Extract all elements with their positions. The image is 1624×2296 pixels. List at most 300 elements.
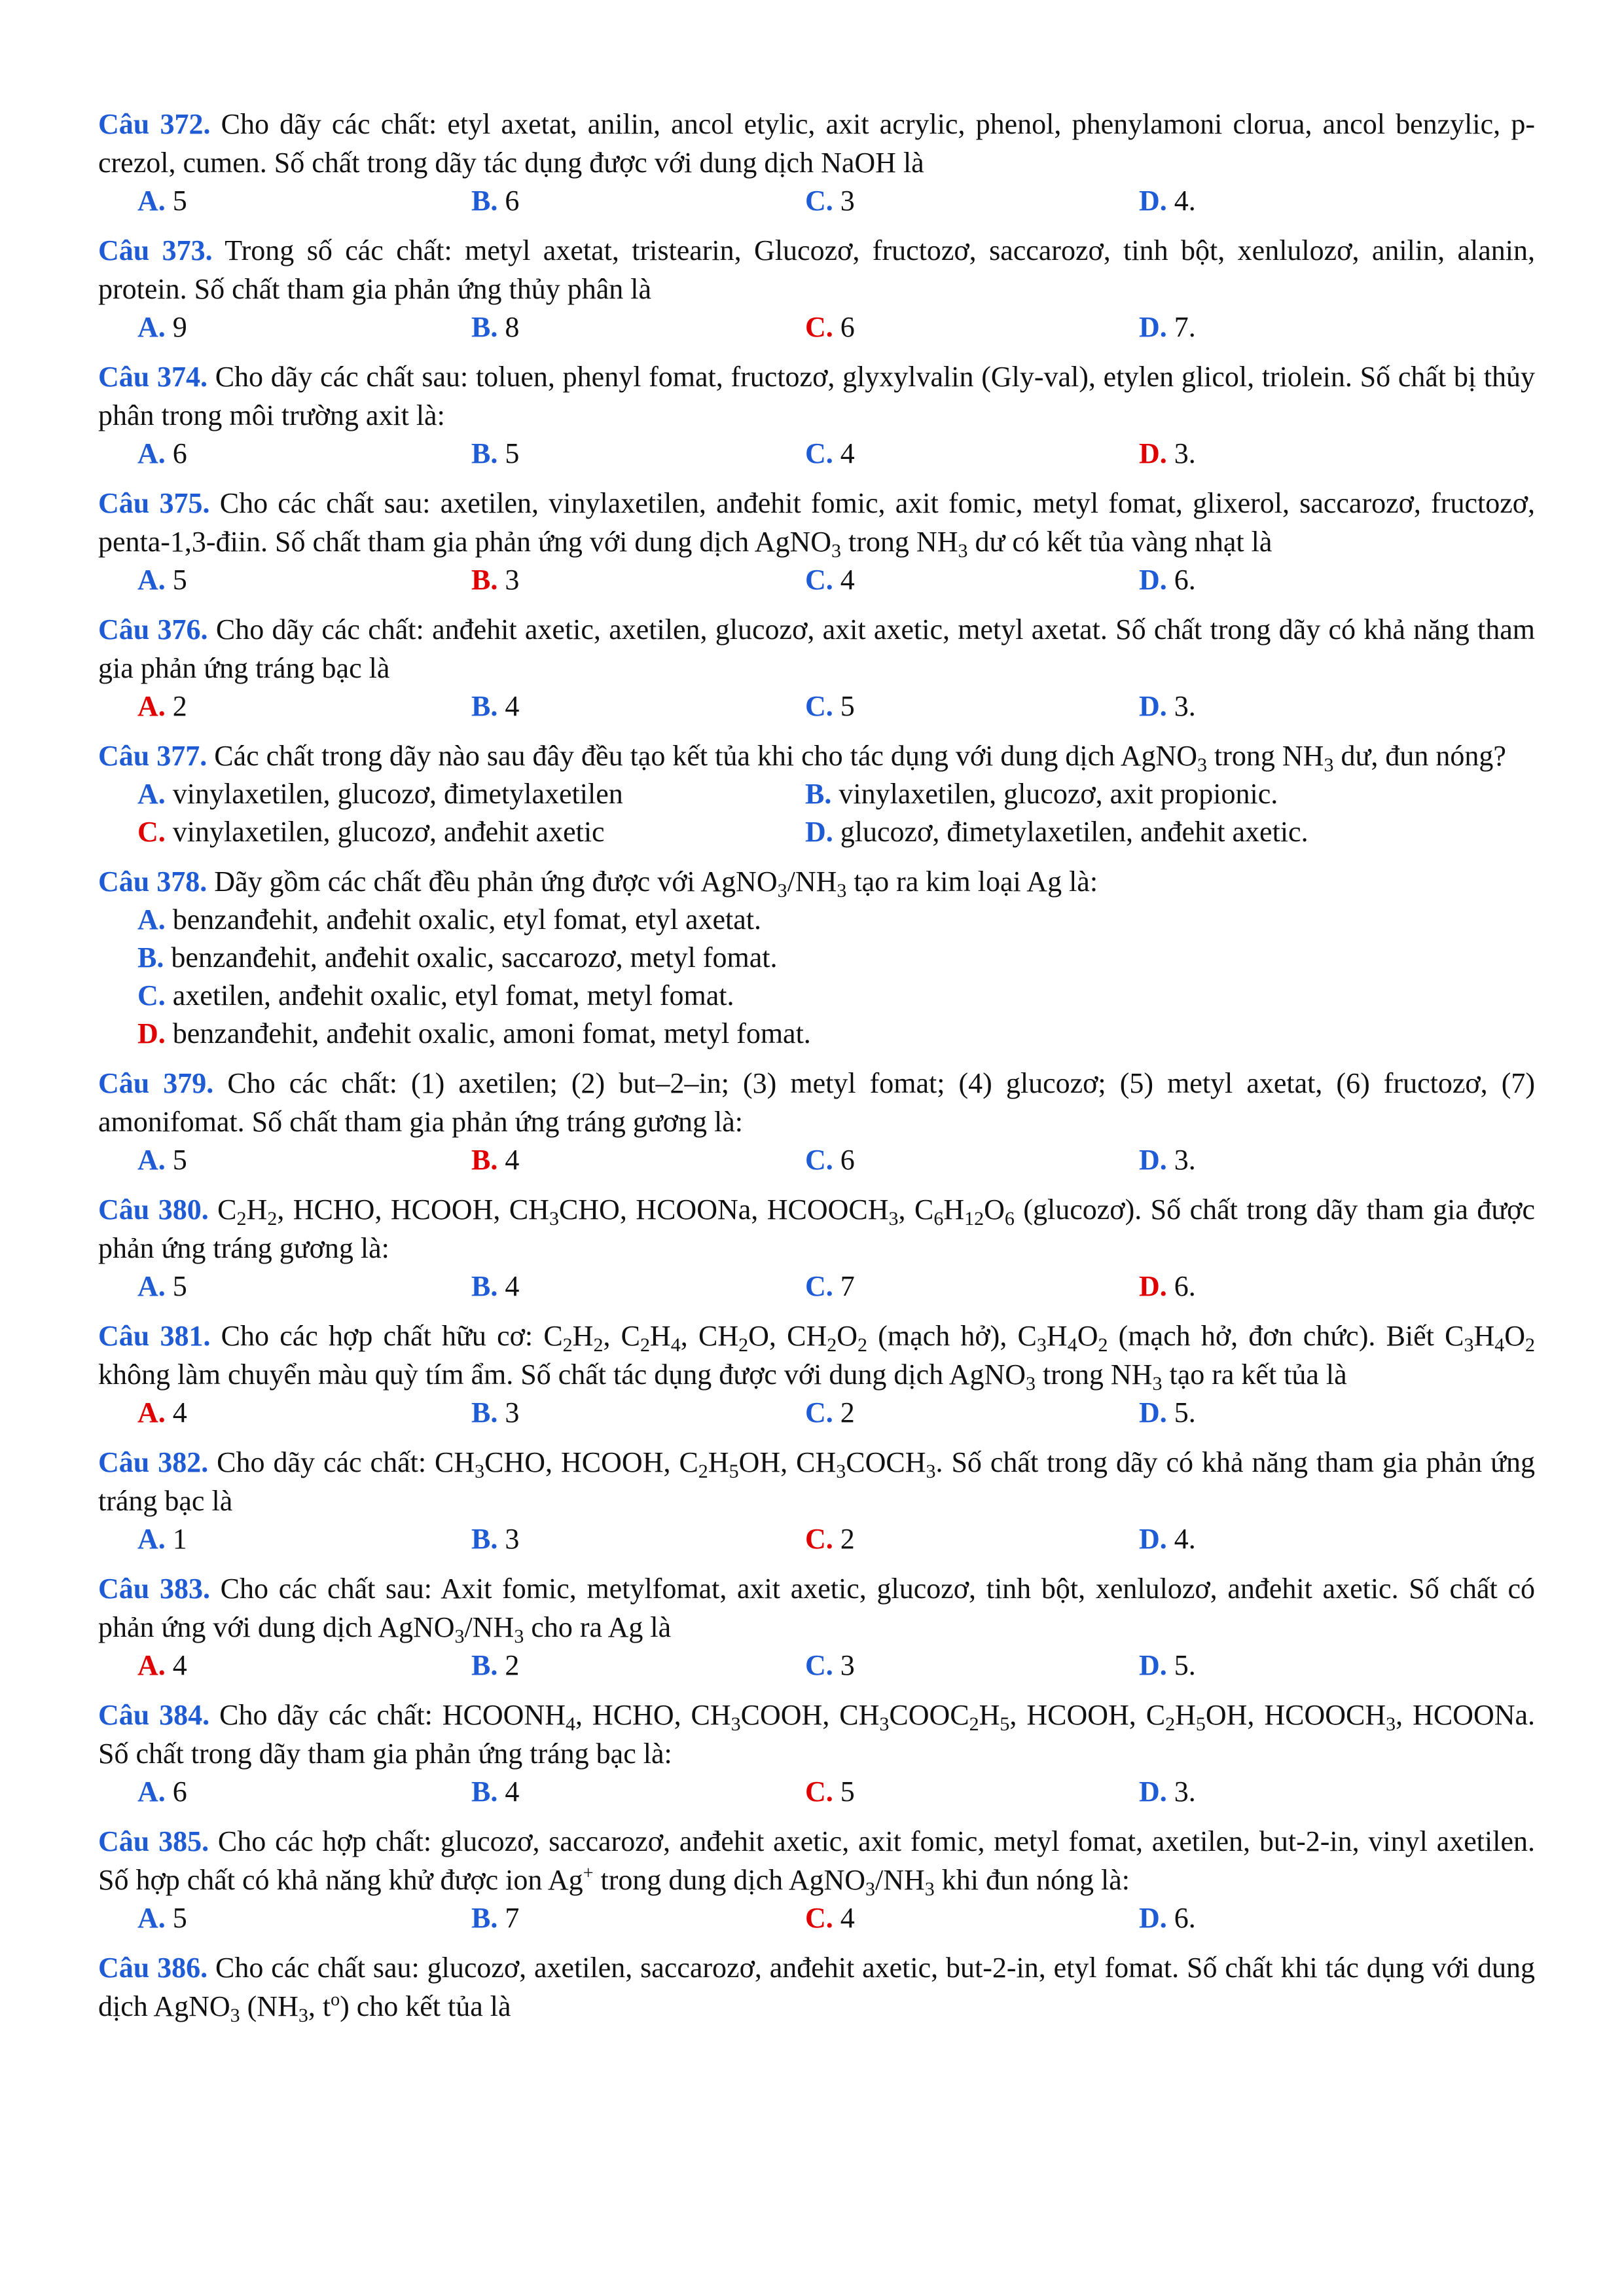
option-text: 4 [497, 690, 520, 722]
option-letter: D. [1139, 1270, 1167, 1302]
subscript: 3 [731, 1713, 741, 1735]
option-a[interactable] [137, 182, 471, 220]
option-b[interactable] [137, 939, 1535, 977]
answer-options [98, 561, 1535, 599]
question-text: , HCOOH, C [1009, 1699, 1166, 1731]
option-text: 4 [833, 1902, 855, 1934]
option-letter: C. [805, 311, 833, 343]
option-text: 6 [833, 1144, 855, 1176]
option-letter: B. [805, 778, 832, 810]
option-a[interactable] [137, 435, 471, 473]
option-letter: A. [137, 1144, 166, 1176]
option-letter: D. [1139, 1396, 1167, 1429]
option-text: 5. [1166, 1649, 1196, 1681]
option-b[interactable] [471, 182, 805, 220]
subscript: 3 [1464, 1334, 1474, 1356]
subscript: 3 [454, 1626, 465, 1647]
option-text: 5 [833, 690, 855, 722]
option-letter: D. [1139, 1144, 1167, 1176]
option-text: 3. [1166, 690, 1196, 722]
option-a[interactable] [137, 901, 1535, 939]
option-d[interactable] [805, 813, 1473, 851]
option-text: axetilen, anđehit oxalic, etyl fomat, metyl fomat. [165, 979, 734, 1011]
subscript: 3 [836, 1461, 846, 1482]
option-d[interactable] [137, 1015, 1535, 1053]
subscript: 3 [1026, 1373, 1036, 1394]
option-c[interactable] [805, 435, 1139, 473]
option-c[interactable] [805, 687, 1139, 725]
question-number: Câu 383. [98, 1573, 210, 1605]
subscript: 3 [837, 880, 847, 902]
question-text: /NH [464, 1611, 514, 1643]
option-c[interactable] [805, 561, 1139, 599]
option-text: 2 [497, 1649, 520, 1681]
option-letter: D. [1139, 1649, 1167, 1681]
question-text: , HCOONa. Số chất trong dãy tham gia phản ứng tráng bạc là: [98, 1699, 1536, 1770]
option-c[interactable] [805, 1647, 1139, 1685]
question-number: Câu 378. [98, 866, 208, 898]
option-letter: C. [805, 1649, 833, 1681]
subscript: 3 [298, 2005, 308, 2026]
option-text: 4. [1166, 185, 1196, 217]
option-letter: C. [805, 1270, 833, 1302]
option-letter: A. [137, 1523, 166, 1555]
option-letter: C. [805, 564, 833, 596]
question-text: , CH [680, 1320, 739, 1352]
question-text: H [1473, 1320, 1495, 1352]
question-text: dư, đun nóng? [1333, 740, 1506, 772]
question-text: trong dung dịch AgNO [593, 1864, 866, 1896]
option-c[interactable] [805, 1899, 1139, 1937]
question-text: cho ra Ag là [524, 1611, 672, 1643]
subscript: 6 [933, 1208, 944, 1230]
question-text: không làm chuyển màu quỳ tím ẩm. Số chất tác dụng được với dung dịch AgNO [98, 1358, 1026, 1391]
option-a[interactable] [137, 1267, 471, 1305]
question-text: OH, CH [738, 1446, 837, 1478]
option-letter: C. [805, 437, 833, 469]
question-text: Cho các chất: (1) axetilen; (2) but–2–in; (3) metyl fomat; (4) glucozơ; (5) metyl axetat, (6) fructozơ, (7) amonifomat. Số chất tham gia phản ứng tráng gương là: [98, 1067, 1535, 1138]
subscript: 3 [549, 1208, 559, 1230]
option-d[interactable] [1139, 1899, 1473, 1937]
subscript: 3 [924, 1878, 935, 1900]
question-stem [98, 231, 1535, 308]
option-a[interactable] [137, 1394, 471, 1432]
option-text: 6. [1166, 1270, 1196, 1302]
option-b[interactable] [471, 1520, 805, 1558]
subscript: 3 [1324, 754, 1334, 776]
option-letter: D. [1139, 437, 1167, 469]
question-stem [98, 357, 1535, 435]
answer-options [98, 1773, 1535, 1811]
option-text: 5 [165, 1902, 187, 1934]
question-text: trong NH [841, 526, 958, 558]
question-text: Dãy gồm các chất đều phản ứng được với AgNO [207, 866, 778, 898]
question-number: Câu 381. [98, 1320, 211, 1352]
option-c[interactable] [805, 182, 1139, 220]
question-text: Cho các chất sau: Axit fomic, metylfomat, axit axetic, glucozơ, tinh bột, xenlulozơ, anđehit axetic. Số chất có phản ứng với dung dịch AgNO [98, 1573, 1536, 1643]
option-text: 8 [497, 311, 520, 343]
question-number: Câu 374. [98, 361, 208, 393]
subscript: 2 [562, 1334, 573, 1356]
subscript: 2 [1165, 1713, 1176, 1735]
option-text: 6. [1166, 1902, 1196, 1934]
question-text: /NH [787, 866, 837, 898]
question-text: Cho dãy các chất: CH [208, 1446, 475, 1478]
subscript: 3 [958, 540, 968, 562]
answer-options [98, 687, 1535, 725]
question-text: H [1046, 1320, 1068, 1352]
option-text: 2 [165, 690, 187, 722]
subscript: 3 [831, 540, 842, 562]
option-text: 4 [497, 1776, 520, 1808]
option-b[interactable] [471, 1267, 805, 1305]
option-d[interactable] [1139, 1520, 1473, 1558]
subscript: 2 [593, 1334, 604, 1356]
subscript: 2 [698, 1461, 708, 1482]
option-text: benzanđehit, anđehit oxalic, etyl fomat, etyl axetat. [165, 903, 761, 936]
question-379 [98, 1064, 1535, 1179]
option-text: 6 [165, 437, 187, 469]
question-text: H [572, 1320, 594, 1352]
question-text: (mạch hở), C [867, 1320, 1037, 1352]
question-385 [98, 1822, 1535, 1937]
question-stem [98, 1948, 1535, 2026]
subscript: 3 [514, 1626, 524, 1647]
option-letter: B. [471, 1144, 498, 1176]
option-a[interactable] [137, 1773, 471, 1811]
option-letter: D. [1139, 1776, 1167, 1808]
option-text: 3 [497, 1523, 520, 1555]
option-a[interactable] [137, 1520, 471, 1558]
option-letter: B. [471, 564, 498, 596]
question-number: Câu 382. [98, 1446, 209, 1478]
option-letter: C. [805, 1396, 833, 1429]
answer-options [98, 308, 1535, 346]
subscript: 12 [964, 1208, 984, 1230]
option-d[interactable] [1139, 1267, 1473, 1305]
option-text: 3 [497, 1396, 520, 1429]
option-text: 4 [165, 1396, 187, 1429]
option-letter: C. [805, 1523, 833, 1555]
question-text: /NH [875, 1864, 925, 1896]
question-number: Câu 380. [98, 1194, 209, 1226]
option-letter: C. [137, 816, 166, 848]
option-text: 6 [497, 185, 520, 217]
question-number: Câu 384. [98, 1699, 210, 1731]
question-number: Câu 372. [98, 108, 211, 140]
option-text: 7. [1166, 311, 1196, 343]
subscript: 3 [865, 1878, 876, 1900]
option-letter: B. [471, 1396, 498, 1429]
subscript: 5 [729, 1461, 739, 1482]
question-text: trong NH [1207, 740, 1324, 772]
option-b[interactable] [471, 1394, 805, 1432]
question-stem [98, 1190, 1535, 1267]
subscript: 6 [1004, 1208, 1015, 1230]
option-c[interactable] [805, 1394, 1139, 1432]
option-b[interactable] [471, 561, 805, 599]
option-text: 3. [1166, 437, 1196, 469]
option-text: 5 [833, 1776, 855, 1808]
option-text: vinylaxetilen, glucozơ, đimetylaxetilen [165, 778, 623, 810]
answer-options [98, 1267, 1535, 1305]
question-text: , HCHO, HCOOH, CH [277, 1194, 549, 1226]
question-text: O [837, 1320, 858, 1352]
option-a[interactable] [137, 1647, 471, 1685]
question-stem [98, 610, 1535, 687]
answer-options [98, 901, 1535, 1053]
question-text: tạo ra kết tủa là [1162, 1358, 1347, 1391]
option-letter: C. [137, 979, 166, 1011]
option-letter: A. [137, 903, 166, 936]
option-d[interactable] [1139, 687, 1473, 725]
question-stem [98, 737, 1535, 775]
option-text: 6 [833, 311, 855, 343]
option-text: 5 [497, 437, 520, 469]
option-text: 3 [833, 185, 855, 217]
question-380 [98, 1190, 1535, 1305]
question-stem [98, 105, 1535, 182]
option-letter: A. [137, 778, 166, 810]
subscript: 3 [777, 880, 787, 902]
option-a[interactable] [137, 308, 471, 346]
question-text: CHO, HCOONa, HCOOCH [558, 1194, 889, 1226]
question-text: CHO, HCOOH, C [484, 1446, 698, 1478]
question-text: OH, HCOOCH [1205, 1699, 1386, 1731]
subscript: 3 [888, 1208, 899, 1230]
option-text: 4 [497, 1270, 520, 1302]
answer-options [98, 182, 1535, 220]
question-text: H [1175, 1699, 1196, 1731]
option-text: 2 [833, 1523, 855, 1555]
option-text: 3 [833, 1649, 855, 1681]
question-text: C [208, 1194, 237, 1226]
subscript: 4 [1067, 1334, 1077, 1356]
option-letter: C. [805, 185, 833, 217]
question-text: Cho dãy các chất: etyl axetat, anilin, ancol etylic, axit acrylic, phenol, phenylamoni clorua, ancol benzylic, p-crezol, cumen. Số chất trong dãy tác dụng được với dung dịch NaOH là [98, 108, 1535, 179]
question-text: Các chất trong dãy nào sau đây đều tạo kết tủa khi cho tác dụng với dung dịch AgNO [207, 740, 1198, 772]
option-c[interactable] [805, 1520, 1139, 1558]
option-text: vinylaxetilen, glucozơ, anđehit axetic [165, 816, 605, 848]
option-b[interactable] [471, 435, 805, 473]
option-letter: B. [471, 1776, 498, 1808]
option-a[interactable] [137, 561, 471, 599]
option-letter: A. [137, 1396, 166, 1429]
question-text: Cho dãy các chất sau: toluen, phenyl fomat, fructozơ, glyxylvalin (Gly-val), etylen glicol, triolein. Số chất bị thủy phân trong môi trường axit là: [98, 361, 1536, 431]
option-d[interactable] [1139, 308, 1473, 346]
option-letter: D. [1139, 564, 1167, 596]
question-number: Câu 376. [98, 613, 208, 646]
question-text: H [650, 1320, 671, 1352]
option-text: 5. [1166, 1396, 1196, 1429]
document-page [98, 105, 1535, 2037]
option-b[interactable] [471, 1141, 805, 1179]
option-letter: D. [1139, 1523, 1167, 1555]
option-d[interactable] [1139, 435, 1473, 473]
question-383 [98, 1569, 1535, 1685]
subscript: 3 [926, 1461, 936, 1482]
option-letter: A. [137, 564, 166, 596]
option-letter: B. [471, 1902, 498, 1934]
subscript: 3 [475, 1461, 485, 1482]
option-letter: C. [805, 1144, 833, 1176]
option-letter: B. [471, 1523, 498, 1555]
subscript: 3 [1152, 1373, 1163, 1394]
option-text: benzanđehit, anđehit oxalic, amoni fomat, metyl fomat. [165, 1017, 811, 1049]
option-letter: A. [137, 1649, 166, 1681]
option-letter: B. [471, 437, 498, 469]
subscript: 2 [1098, 1334, 1108, 1356]
question-stem [98, 484, 1535, 561]
answer-options [98, 1141, 1535, 1179]
question-stem [98, 1317, 1535, 1394]
option-text: 1 [165, 1523, 187, 1555]
option-text: 7 [497, 1902, 520, 1934]
question-text: H [246, 1194, 268, 1226]
subscript: 2 [640, 1334, 651, 1356]
option-letter: A. [137, 311, 166, 343]
option-c[interactable] [805, 1267, 1139, 1305]
subscript: 3 [230, 2005, 240, 2026]
question-text: (glucozơ). Số chất trong dãy tham gia được phản ứng tráng gương là: [98, 1194, 1535, 1264]
answer-options [98, 1899, 1535, 1937]
question-text: , C [603, 1320, 641, 1352]
option-b[interactable] [471, 1647, 805, 1685]
question-384 [98, 1696, 1535, 1811]
subscript: 3 [1036, 1334, 1047, 1356]
option-d[interactable] [1139, 1647, 1473, 1685]
subscript: 2 [738, 1334, 749, 1356]
option-text: benzanđehit, anđehit oxalic, saccarozơ, metyl fomat. [164, 941, 778, 974]
question-number: Câu 386. [98, 1952, 208, 1984]
question-text: . Số chất trong dãy có khả năng tham gia phản ứng tráng bạc là [98, 1446, 1535, 1517]
answer-options [98, 1520, 1535, 1558]
option-c[interactable] [137, 813, 805, 851]
question-number: Câu 377. [98, 740, 208, 772]
question-text: tạo ra kim loại Ag là: [846, 866, 1098, 898]
question-text: Trong số các chất: metyl axetat, tristearin, Glucozơ, fructozơ, saccarozơ, tinh bột, xenlulozơ, anilin, alanin, protein. Số chất tham gia phản ứng thủy phân là [98, 234, 1536, 305]
question-text: Cho các chất sau: axetilen, vinylaxetilen, anđehit fomic, axit fomic, metyl fomat, glixerol, saccarozơ, fructozơ, penta-1,3-điin. Số chất tham gia phản ứng với dung dịch AgNO [98, 487, 1535, 558]
question-374 [98, 357, 1535, 473]
subscript: 3 [879, 1713, 890, 1735]
subscript: 5 [1195, 1713, 1206, 1735]
option-text: 4 [833, 564, 855, 596]
question-text: O [1077, 1320, 1098, 1352]
option-letter: B. [137, 941, 164, 974]
question-text: O [1504, 1320, 1526, 1352]
option-text: 5 [165, 1144, 187, 1176]
option-a[interactable] [137, 775, 805, 813]
subscript: 3 [1386, 1713, 1396, 1735]
subscript: 5 [1000, 1713, 1010, 1735]
option-text: glucozơ, đimetylaxetilen, anđehit axetic. [833, 816, 1308, 848]
option-a[interactable] [137, 687, 471, 725]
option-letter: D. [1139, 1902, 1167, 1934]
question-text: Cho các chất sau: glucozơ, axetilen, saccarozơ, anđehit axetic, but-2-in, etyl fomat. Số chất khi tác dụng với dung dịch AgNO [98, 1952, 1535, 2022]
option-c[interactable] [805, 308, 1139, 346]
option-b[interactable] [471, 1899, 805, 1937]
question-375 [98, 484, 1535, 599]
question-stem [98, 1569, 1535, 1647]
question-text: O, CH [748, 1320, 827, 1352]
option-letter: B. [471, 690, 498, 722]
question-number: Câu 375. [98, 487, 210, 519]
option-letter: A. [137, 690, 166, 722]
option-d[interactable] [1139, 182, 1473, 220]
question-text: khi đun nóng là: [934, 1864, 1130, 1896]
question-text: COCH [846, 1446, 926, 1478]
option-text: 2 [833, 1396, 855, 1429]
question-text: Cho các hợp chất: glucozơ, saccarozơ, anđehit axetic, axit fomic, metyl fomat, axetilen, but-2-in, vinyl axetilen. Số hợp chất có khả năng khử được ion Ag [98, 1825, 1535, 1896]
question-381 [98, 1317, 1535, 1432]
question-text: H [979, 1699, 1000, 1731]
question-378 [98, 862, 1535, 1053]
question-text: trong NH [1036, 1358, 1153, 1391]
option-text: 4 [833, 437, 855, 469]
option-b[interactable] [471, 1773, 805, 1811]
option-text: 3. [1166, 1144, 1196, 1176]
superscript: + [583, 1863, 594, 1884]
option-b[interactable] [471, 687, 805, 725]
question-text: H [943, 1194, 965, 1226]
option-text: vinylaxetilen, glucozơ, axit propionic. [831, 778, 1278, 810]
question-text: COOC [889, 1699, 969, 1731]
option-text: 3. [1166, 1776, 1196, 1808]
option-text: 5 [165, 185, 187, 217]
option-b[interactable] [471, 308, 805, 346]
option-b[interactable] [805, 775, 1473, 813]
question-377 [98, 737, 1535, 851]
option-a[interactable] [137, 1899, 471, 1937]
question-372 [98, 105, 1535, 220]
option-letter: D. [137, 1017, 166, 1049]
answer-options [98, 1647, 1535, 1685]
option-letter: A. [137, 1902, 166, 1934]
question-text: , HCHO, CH [575, 1699, 731, 1731]
subscript: 3 [1197, 754, 1208, 776]
option-text: 4. [1166, 1523, 1196, 1555]
question-376 [98, 610, 1535, 725]
option-d[interactable] [1139, 1773, 1473, 1811]
option-c[interactable] [805, 1141, 1139, 1179]
option-d[interactable] [1139, 1394, 1473, 1432]
option-d[interactable] [1139, 561, 1473, 599]
answer-options [98, 435, 1535, 473]
question-stem [98, 1443, 1535, 1520]
option-c[interactable] [137, 977, 1535, 1015]
option-text: 6 [165, 1776, 187, 1808]
subscript: 4 [1494, 1334, 1505, 1356]
question-text: dư có kết tủa vàng nhạt là [967, 526, 1272, 558]
question-text: , C [898, 1194, 934, 1226]
option-letter: B. [471, 1270, 498, 1302]
question-text: Cho các hợp chất hữu cơ: C [210, 1320, 563, 1352]
option-text: 5 [165, 564, 187, 596]
question-text: H [708, 1446, 729, 1478]
question-382 [98, 1443, 1535, 1558]
subscript: 2 [969, 1713, 979, 1735]
question-stem [98, 1064, 1535, 1141]
option-d[interactable] [1139, 1141, 1473, 1179]
option-letter: A. [137, 1776, 166, 1808]
subscript: 2 [827, 1334, 837, 1356]
option-a[interactable] [137, 1141, 471, 1179]
question-number: Câu 379. [98, 1067, 214, 1099]
option-letter: A. [137, 185, 166, 217]
subscript: 2 [267, 1208, 278, 1230]
option-c[interactable] [805, 1773, 1139, 1811]
option-text: 4 [497, 1144, 520, 1176]
